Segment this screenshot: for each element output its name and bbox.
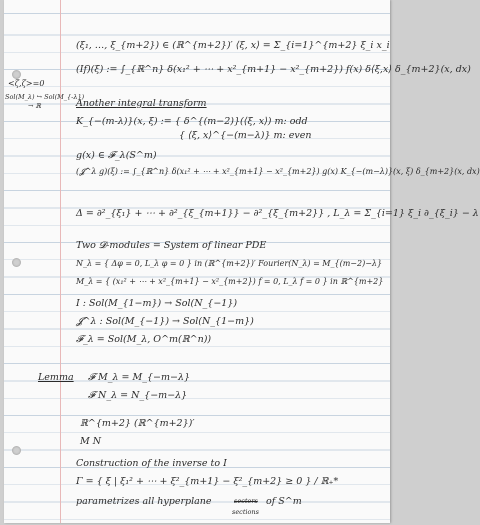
formula-line: of S^m <box>266 496 302 507</box>
formula-line: Γ = { ξ | ξ₁² + ⋯ + ξ²_{m+1} − ξ²_{m+2} ≥ 0 } / ℝ₊* <box>76 476 339 487</box>
section-heading: Another integral transform <box>76 98 207 109</box>
formula-line: Δ = ∂²_{ξ₁} + ⋯ + ∂²_{ξ_{m+1}} − ∂²_{ξ_{m+2}} , L_λ = Σ_{i=1} ξ_i ∂_{ξ_i} − λ <box>76 208 479 219</box>
formula-line: (𝓙^λ g)(ξ) := ∫_{ℝ^n} δ(x₁² + ⋯ + x²_{m+1} − x²_{m+2}) g(x) K_{−(m−λ)}(x, ξ) δ_{m+2}(x, dx) <box>76 167 480 176</box>
formula-line: (If)(ξ) := ∫_{ℝ^n} δ(x₁² + ⋯ + x²_{m+1} − x²_{m+2}) f(x) δ⟨ξ,x⟩ δ_{m+2}(x, dx) <box>76 64 471 75</box>
margin-note: <ζ,ζ>=0 <box>8 79 45 88</box>
formula-line: g(x) ∈ 𝓕_λ(S^m) <box>76 150 157 161</box>
formula-line: M_λ = { (x₁² + ⋯ + x²_{m+1} − x²_{m+2}) f = 0, L_λ f = 0 } in ℝ^{m+2} <box>76 277 384 286</box>
margin-line <box>60 0 61 523</box>
formula-line: 𝓕 M_λ = M_{−m−λ} <box>88 372 191 383</box>
formula-line: 𝓕 N_λ = N_{−m−λ} <box>88 390 188 401</box>
formula-line: M N <box>80 436 102 447</box>
formula-line: 𝓕_λ = Sol(M_λ, O^m(ℝ^n)) <box>76 334 212 345</box>
formula-line: K_{−(m-λ)}(x, ξ) := { δ^{(m−2)}(⟨ξ, x⟩) m: odd <box>76 116 308 127</box>
notebook-page <box>4 0 480 523</box>
margin-note: Sol(M_λ) ↪ Sol(M_{-λ}) <box>5 93 85 101</box>
formula-line: parametrizes all hyperplane <box>76 496 212 507</box>
formula-line: I : Sol(M_{1−m}) → Sol(N_{−1}) <box>76 298 238 309</box>
formula-line: ℝ^{m+2} (ℝ^{m+2})′ <box>80 418 195 429</box>
formula-line: 𝓙^λ : Sol(M_{−1}) → Sol(N_{1−m}) <box>76 316 254 327</box>
formula-line: Two 𝓓-modules = System of linear PDE <box>76 240 267 251</box>
formula-line: N_λ = { Δφ = 0, L_λ φ = 0 } in (ℝ^{m+2})′ Fourier(N_λ) = M_{(m−2)−λ} <box>76 259 383 268</box>
formula-line: { ⟨ξ, x⟩^{−(m−λ)} m: even <box>179 130 312 141</box>
margin-note: → ℝ <box>28 102 41 110</box>
correction-word: sections <box>232 508 259 516</box>
formula-line: Construction of the inverse to I <box>76 458 227 469</box>
punch-hole <box>12 446 21 455</box>
lemma-label: Lemma <box>38 372 74 383</box>
punch-hole <box>12 258 21 267</box>
formula-line: (ξ₁, …, ξ_{m+2}) ∈ (ℝ^{m+2})′ ⟨ξ, x⟩ = Σ_{i=1}^{m+2} ξ_i x_i <box>76 40 390 51</box>
struck-word: sectors <box>234 497 258 505</box>
